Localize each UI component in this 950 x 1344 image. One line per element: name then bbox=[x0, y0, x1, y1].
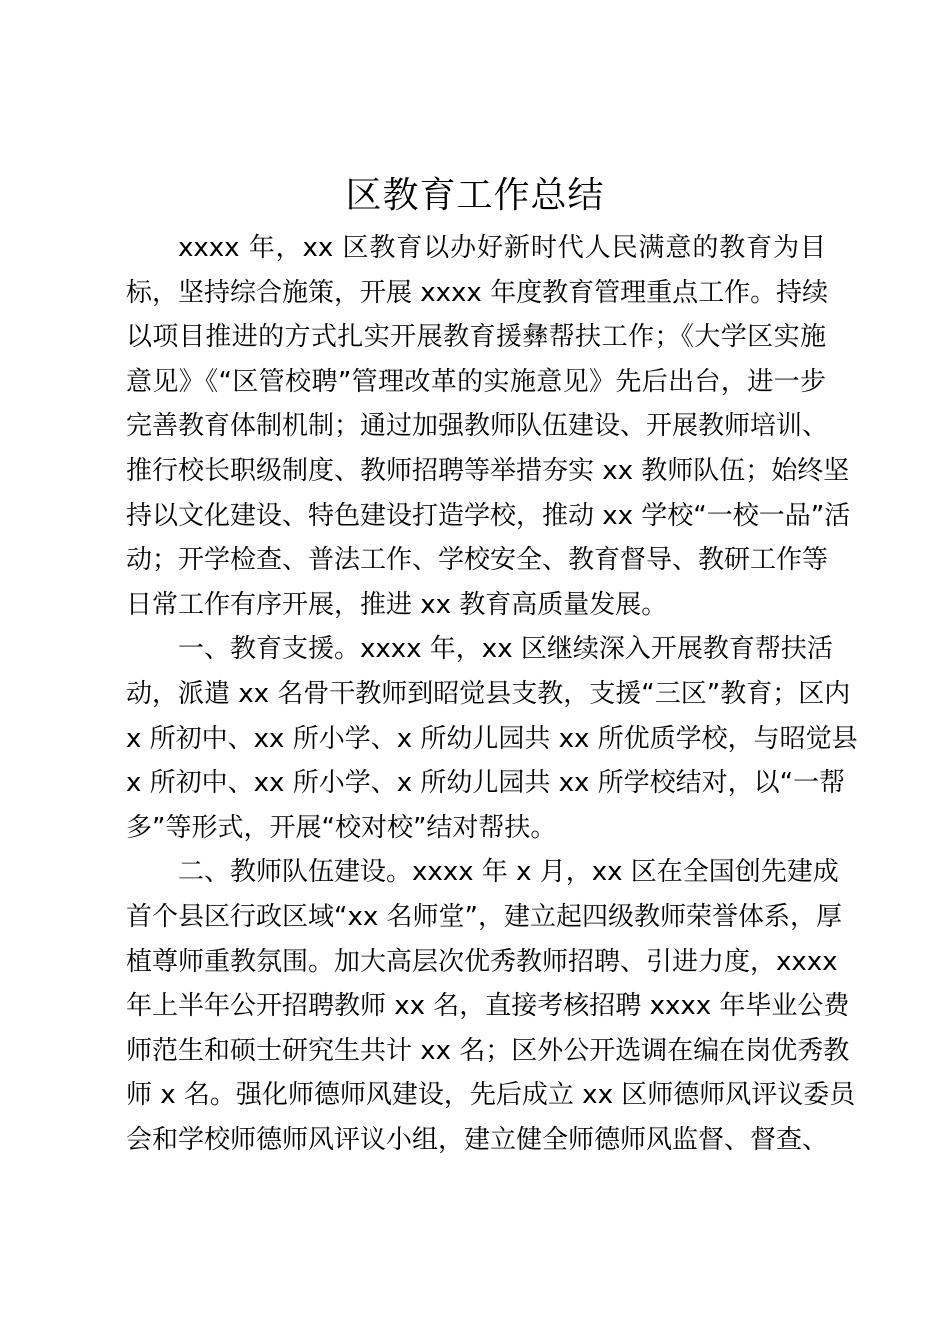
paragraph-line: x 所初中、xx 所小学、x 所幼儿园共 xx 所优质学校，与昭觉县 bbox=[126, 723, 858, 754]
paragraph-line: 会和学校师德师风评议小组，建立健全师德师风监督、督查、 bbox=[126, 1124, 829, 1155]
paragraph-line: 持以文化建设、特色建设打造学校，推动 xx 学校“一校一品”活 bbox=[126, 500, 851, 531]
document-body bbox=[126, 226, 858, 1162]
document-title: 区教育工作总结 bbox=[345, 175, 605, 216]
paragraph-line: 年上半年公开招聘教师 xx 名，直接考核招聘 xxxx 年毕业公费 bbox=[126, 991, 850, 1022]
paragraph-line: 一、教育支援。xxxx 年，xx 区继续深入开展教育帮扶活 bbox=[178, 634, 833, 665]
paragraph-line: xxxx 年，xx 区教育以办好新时代人民满意的教育为目 bbox=[178, 233, 826, 263]
paragraph-line: 师 x 名。强化师德师风建设，先后成立 xx 区师德师风评议委员 bbox=[126, 1080, 856, 1111]
paragraph-line: x 所初中、xx 所小学、x 所幼儿园共 xx 所学校结对，以“一帮 bbox=[126, 768, 846, 799]
paragraph-line: 完善教育体制机制；通过加强教师队伍建设、开展教师培训、 bbox=[126, 411, 829, 442]
paragraph-line: 推行校长职级制度、教师招聘等举措夯实 xx 教师队伍；始终坚 bbox=[126, 455, 850, 486]
paragraph-line: 以项目推进的方式扎实开展教育援彝帮扶工作；《大学区实施 bbox=[126, 322, 826, 353]
paragraph-line: 首个县区行政区域“xx 名师堂”，建立起四级教师荣誉体系，厚 bbox=[126, 901, 842, 932]
paragraph-line: 二、教师队伍建设。xxxx 年 x 月，xx 区在全国创先建成 bbox=[178, 857, 839, 888]
paragraph-line: 多”等形式，开展“校对校”结对帮扶。 bbox=[126, 812, 557, 843]
paragraph-line: 意见》《“区管校聘”管理改革的实施意见》先后出台，进一步 bbox=[126, 366, 826, 397]
paragraph-line: 动，派遣 xx 名骨干教师到昭觉县支教，支援“三区”教育；区内 bbox=[126, 678, 851, 709]
paragraph-line: 师范生和硕士研究生共计 xx 名；区外公开选调在编在岗优秀教 bbox=[126, 1035, 850, 1066]
paragraph-line: 动；开学检查、普法工作、学校安全、教育督导、教研工作等 bbox=[126, 545, 829, 576]
paragraph-line: 标，坚持综合施策，开展 xxxx 年度教育管理重点工作。持续 bbox=[126, 277, 829, 308]
paragraph-line: 植尊师重教氛围。加大高层次优秀教师招聘、引进力度，xxxx bbox=[126, 946, 838, 977]
paragraph-line: 日常工作有序开展，推进 xx 教育高质量发展。 bbox=[126, 589, 668, 620]
